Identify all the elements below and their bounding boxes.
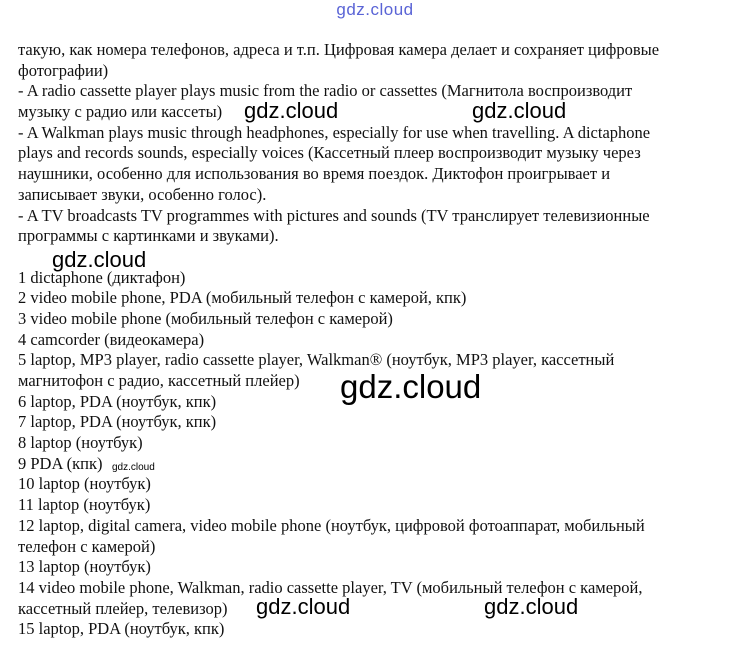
document-text bbox=[18, 40, 730, 640]
text-line: наушники, особенно для использования во время поездок. Диктофон проигрывает и bbox=[18, 164, 611, 184]
text-line: - A radio cassette player plays music from the radio or cassettes (Магнитола воспроизводит bbox=[18, 81, 633, 101]
watermark: gdz.cloud bbox=[52, 247, 147, 272]
answer-line: 6 laptop, PDA (ноутбук, кпк) bbox=[18, 391, 217, 411]
text-line: такую, как номера телефонов, адреса и т.п. Цифровая камера делает и сохраняет цифровые bbox=[18, 40, 660, 59]
text-line: программы с картинками и звуками). bbox=[18, 226, 279, 246]
watermark: gdz.cloud bbox=[472, 98, 567, 123]
text-line: - A TV broadcasts TV programmes with pictures and sounds (TV транслирует телевизионные bbox=[18, 205, 650, 225]
text-line: plays and records sounds, especially voices (Кассетный плеер воспроизводит музыку через bbox=[18, 143, 641, 163]
answer-line: 4 camcorder (видеокамера) bbox=[18, 329, 205, 349]
watermark: gdz.cloud bbox=[244, 98, 339, 123]
watermark-large: gdz.cloud bbox=[340, 368, 482, 405]
text-line: - A Walkman plays music through headphones, especially for use when travelling. A dictaphone bbox=[18, 122, 651, 142]
top-watermark: gdz.cloud bbox=[336, 0, 414, 19]
answer-line: 2 video mobile phone, PDA (мобильный телефон с камерой, кпк) bbox=[18, 288, 467, 308]
answer-line: 3 video mobile phone (мобильный телефон с камерой) bbox=[18, 308, 393, 328]
answer-line: 1 dictaphone (диктафон) bbox=[18, 267, 186, 287]
watermark-small: gdz.cloud bbox=[112, 462, 155, 473]
answer-line: 9 PDA (кпк) bbox=[18, 453, 103, 473]
answer-line: 12 laptop, digital camera, video mobile phone (ноутбук, цифровой фотоаппарат, мобильный bbox=[18, 515, 645, 535]
watermark: gdz.cloud bbox=[256, 594, 351, 619]
text-line: записывает звуки, особенно голос). bbox=[18, 184, 267, 204]
answer-line: магнитофон с радио, кассетный плейер) bbox=[18, 371, 300, 390]
answer-line: 8 laptop (ноутбук) bbox=[18, 433, 143, 453]
answer-line: 14 video mobile phone, Walkman, radio cassette player, TV (мобильный телефон с камерой, bbox=[18, 577, 643, 597]
answer-line: 15 laptop, PDA (ноутбук, кпк) bbox=[18, 619, 225, 639]
text-line: фотографии) bbox=[18, 60, 109, 80]
answer-line: 13 laptop (ноутбук) bbox=[18, 557, 151, 577]
answer-line: телефон с камерой) bbox=[18, 536, 156, 556]
answer-line: 5 laptop, MP3 player, radio cassette player, Walkman® (ноутбук, MP3 player, кассетный bbox=[18, 350, 615, 370]
answer-line: 11 laptop (ноутбук) bbox=[18, 495, 151, 515]
text-line: музыку с радио или кассеты) bbox=[18, 102, 223, 122]
answer-line: кассетный плейер, телевизор) bbox=[18, 598, 228, 618]
watermark: gdz.cloud bbox=[484, 594, 579, 619]
answer-line: 7 laptop, PDA (ноутбук, кпк) bbox=[18, 412, 217, 432]
answer-line: 10 laptop (ноутбук) bbox=[18, 474, 151, 494]
